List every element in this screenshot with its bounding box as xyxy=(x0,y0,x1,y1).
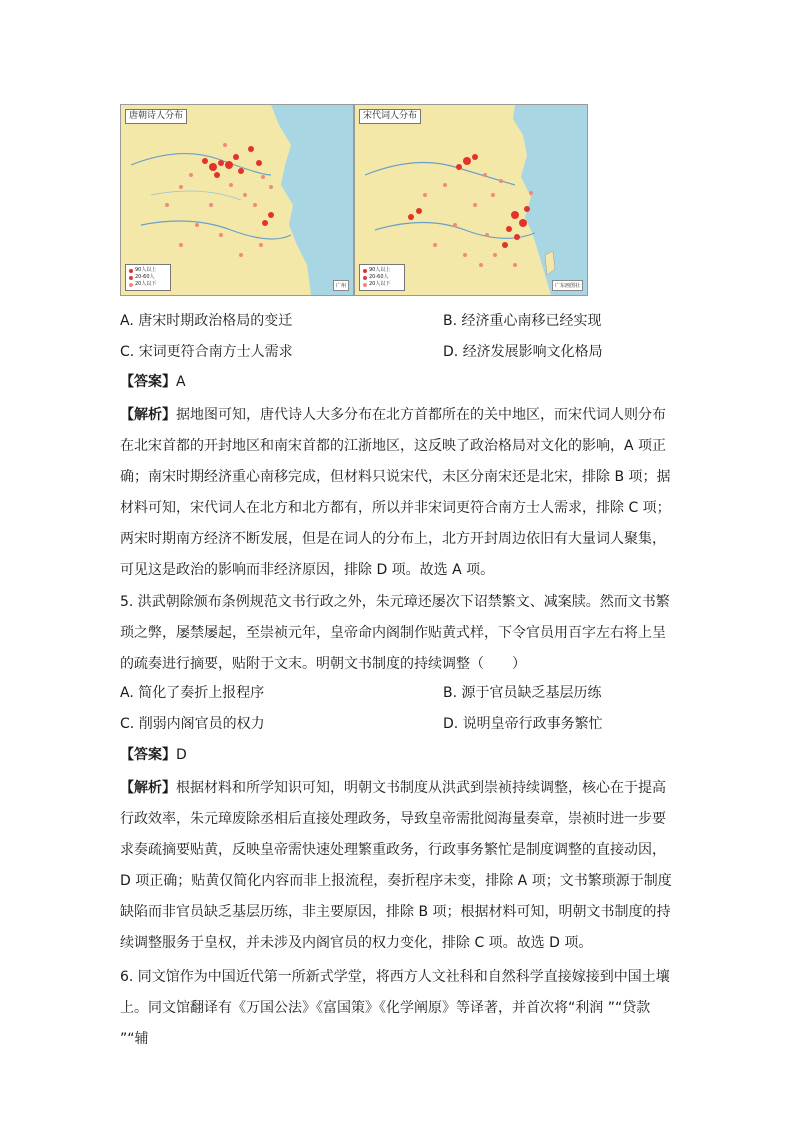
stem-line: 上。同文馆翻译有《万国公法》《富国策》《化学阐原》等译著，并首次将“利润 ”“贷款 ”“辅 xyxy=(120,1000,651,1047)
answer-value: D xyxy=(176,747,187,763)
q4-option-d xyxy=(443,342,603,362)
option-label: D. xyxy=(443,716,459,732)
analysis-line: 可见这是政治的影响而非经济原因，排除 D 项。故选 A 项。 xyxy=(120,562,495,578)
q5-option-a xyxy=(120,683,264,703)
song-map-note: 广东画图社 xyxy=(552,280,583,291)
analysis-line: D 项正确；贴黄仅简化内容而非上报流程，奏折程序未变，排除 A 项；文书繁琐源于制度 xyxy=(120,873,672,889)
q4-analysis xyxy=(120,400,676,586)
q5-option-b xyxy=(443,683,602,703)
analysis-line: 确；南宋时期经济重心南移完成，但材料只说宋代，未区分南宋还是北宋，排除 B 项；据 xyxy=(120,469,671,485)
q6-stem xyxy=(120,962,676,1055)
legend-label: 90人以上 xyxy=(135,267,157,273)
analysis-tag: 【解析】 xyxy=(120,407,176,423)
q4-option-a xyxy=(120,311,292,331)
option-label: D. xyxy=(443,344,459,360)
option-text: 简化了奏折上报程序 xyxy=(138,685,265,701)
tang-poets-map xyxy=(120,104,354,296)
legend-item xyxy=(129,274,167,281)
analysis-text: 据地图可知，唐代诗人大多分布在北方首都所在的关中地区，而宋代词人则分布 xyxy=(176,407,666,423)
q4-answer xyxy=(120,372,186,392)
stem-line: 5. 洪武朝除颁布条例规范文书行政之外，朱元璋还屡次下诏禁繁文、减案牍。然而文书繁 xyxy=(120,594,670,610)
q5-answer xyxy=(120,745,187,765)
analysis-line: 两宋时期南方经济不断发展，但是在词人的分布上，北方开封周边依旧有大量词人聚集， xyxy=(120,531,666,547)
analysis-line: 在北宋首都的开封地区和南宋首都的江浙地区，这反映了政治格局对文化的影响，A 项正 xyxy=(120,438,667,454)
answer-tag: 【答案】 xyxy=(120,747,176,763)
legend-label: 20-60人 xyxy=(135,274,155,280)
stem-line: 琐之弊，屡禁屡起，至崇祯元年，皇帝命内阁制作贴黄式样，下令官员用百字左右将上呈 xyxy=(120,625,666,641)
map-figure xyxy=(120,104,600,294)
tang-map-legend xyxy=(125,264,171,291)
q5-stem xyxy=(120,587,676,680)
song-ci-map xyxy=(354,104,588,296)
legend-item xyxy=(363,281,401,288)
tang-map-title: 唐朝诗人分布 xyxy=(125,109,187,124)
q4-option-b xyxy=(443,311,602,331)
analysis-line: 续调整服务于皇权，并未涉及内阁官员的权力变化，排除 C 项。故选 D 项。 xyxy=(120,935,593,951)
legend-item xyxy=(129,267,167,274)
tang-map-note: 广州 xyxy=(333,280,349,291)
analysis-line: 缺陷而非官员缺乏基层历练，非主要原因，排除 B 项；根据材料可知，明朝文书制度的持 xyxy=(120,904,671,920)
analysis-line: 行政效率，朱元璋废除丞相后直接处理政务，导致皇帝需批阅海量奏章，崇祯时进一步要 xyxy=(120,811,666,827)
option-text: 经济发展影响文化格局 xyxy=(462,344,603,360)
song-map-legend xyxy=(359,264,405,291)
stem-line: 6. 同文馆作为中国近代第一所新式学堂，将西方人文社科和自然科学直接嫁接到中国土壤 xyxy=(120,969,670,985)
legend-item xyxy=(363,267,401,274)
q5-option-c xyxy=(120,714,265,734)
option-text: 说明皇帝行政事务繁忙 xyxy=(462,716,603,732)
analysis-line xyxy=(120,773,676,804)
option-text: 唐宋时期政治格局的变迁 xyxy=(138,313,293,329)
legend-item xyxy=(129,281,167,288)
answer-tag: 【答案】 xyxy=(120,374,176,390)
option-text: 削弱内阁官员的权力 xyxy=(138,716,265,732)
legend-label: 20人以下 xyxy=(135,281,157,287)
option-label: B. xyxy=(443,313,458,329)
q4-option-c xyxy=(120,342,293,362)
analysis-line: 求奏疏摘要贴黄，反映皇帝需快速处理繁重政务，行政事务繁忙是制度调整的直接动因， xyxy=(120,842,666,858)
analysis-line xyxy=(120,400,676,431)
legend-item xyxy=(363,274,401,281)
option-text: 经济重心南移已经实现 xyxy=(461,313,602,329)
option-label: C. xyxy=(120,344,135,360)
option-label: B. xyxy=(443,685,458,701)
option-label: A. xyxy=(120,313,134,329)
legend-label: 20-60人 xyxy=(369,274,389,280)
option-label: A. xyxy=(120,685,134,701)
legend-label: 90人以上 xyxy=(369,267,391,273)
q5-analysis xyxy=(120,773,676,959)
analysis-tag: 【解析】 xyxy=(120,780,176,796)
song-map-title: 宋代词人分布 xyxy=(359,109,421,124)
option-text: 源于官员缺乏基层历练 xyxy=(461,685,602,701)
answer-value: A xyxy=(176,374,186,390)
analysis-line: 材料可知，宋代词人在北方和北方都有，所以并非宋词更符合南方士人需求，排除 C 项； xyxy=(120,500,671,516)
analysis-text: 根据材料和所学知识可知，明朝文书制度从洪武到崇祯持续调整，核心在于提高 xyxy=(176,780,666,796)
option-label: C. xyxy=(120,716,135,732)
legend-label: 20人以下 xyxy=(369,281,391,287)
option-text: 宋词更符合南方士人需求 xyxy=(138,344,293,360)
stem-line: 的疏奏进行摘要，贴附于文末。明朝文书制度的持续调整（ ） xyxy=(120,656,526,672)
q5-option-d xyxy=(443,714,603,734)
